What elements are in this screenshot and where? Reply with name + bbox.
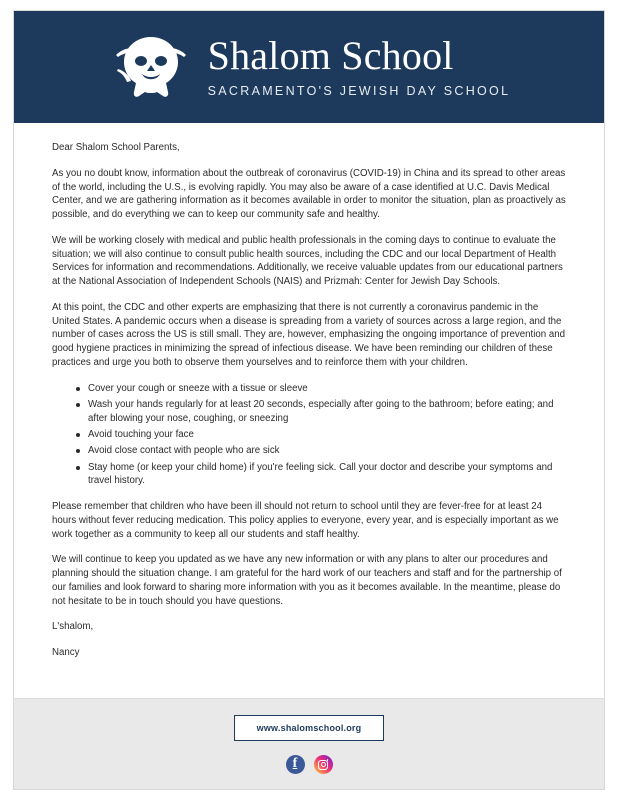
website-link-button[interactable]: www.shalomschool.org [234, 715, 385, 741]
signature: Nancy [52, 647, 80, 659]
school-tagline: SACRAMENTO'S JEWISH DAY SCHOOL [207, 84, 511, 99]
logo-text-block [207, 33, 511, 99]
list-item: Wash your hands regularly for at least 20 seconds, especially after going to the bathroom; before eating; and after blowing your nose, coughing, or sneezing [88, 398, 566, 426]
list-item: Avoid touching your face [88, 428, 566, 442]
paragraph-4: Please remember that children who have been ill should not return to school until they are fever-free for at least 24 hours without fever reducing medication. This policy applies to everyone, every year, and is especially important as we work together as a community to keep all our students and staff healthy. [52, 501, 559, 540]
instagram-icon[interactable] [314, 755, 333, 774]
list-item: Cover your cough or sneeze with a tissue or sleeve [88, 382, 566, 396]
list-item: Avoid close contact with people who are sick [88, 444, 566, 458]
letter-body [14, 123, 604, 660]
document-footer [14, 698, 604, 789]
social-links [286, 755, 333, 774]
closing: L'shalom, [52, 621, 94, 633]
paragraph-5: We will continue to keep you updated as we have any new information or with any plans to alter our procedures and planning should the situation change. I am grateful for the hard work of our teachers and staff and for the partnership of our families and look forward to sharing more information with you as it becomes available. In the meantime, please do not hesitate to be in touch should you have questions. [52, 554, 562, 607]
salutation: Dear Shalom School Parents, [52, 142, 180, 153]
facebook-icon[interactable]: f [286, 755, 305, 774]
school-name: Shalom School [207, 33, 454, 79]
shalom-school-mascot-icon [108, 29, 194, 105]
paragraph-3: At this point, the CDC and other experts are emphasizing that there is not currently a coronavirus pandemic in the United States. A pandemic occurs when a disease is spreading from a variety of sources across a large region, and the number of cases across the US is still small. They are, however, emphasizing the ongoing importance of prevention and good hygiene practices in minimizing the spread of infectious disease. We have been reminding our children of these practices and urge you both to observe them yourselves and to reinforce them with your children. [52, 301, 565, 368]
paragraph-1: As you no doubt know, information about the outbreak of coronavirus (COVID-19) in China and its spread to other areas of the world, including the U.S., is evolving rapidly. You may also be aware of a case identified at U.C. Davis Medical Center, and we are gathering information as it becomes available in order to monitor the situation, plan as proactively as possible, and do everything we can to keep our community safe and healthy. [52, 167, 566, 221]
letter-document [13, 10, 605, 790]
document-header [14, 11, 604, 123]
list-item: Stay home (or keep your child home) if you're feeling sick. Call your doctor and describe your symptoms and travel history. [88, 461, 566, 489]
paragraph-2: We will be working closely with medical and public health professionals in the coming days to continue to evaluate the situation; we will also continue to consult public health sources, including the CDC and our local Department of Health Services for information and recommendations. Additionally, we receive valuable updates from our educational partners at the National Association of Independent Schools (NAIS) and Prizmah: Center for Jewish Day Schools. [52, 234, 563, 288]
hygiene-practices-list [52, 382, 566, 488]
